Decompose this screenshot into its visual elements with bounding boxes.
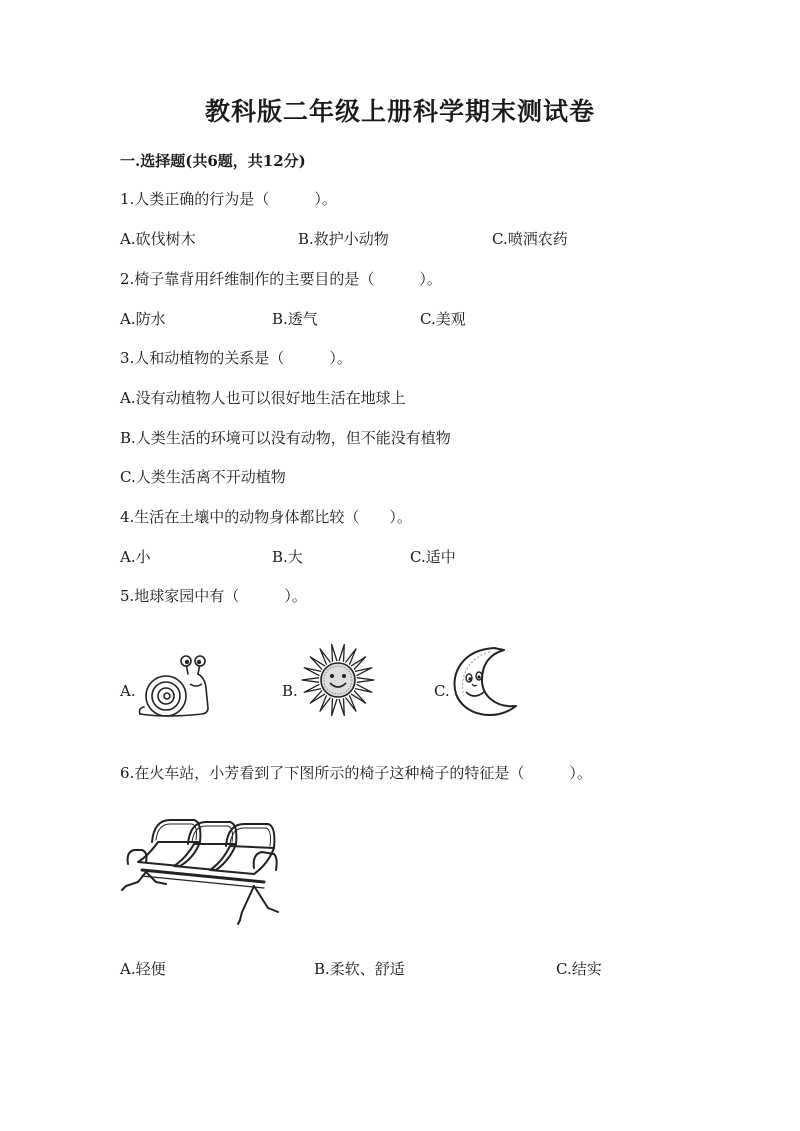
question-1-option-b[interactable]: B.救护小动物 [298,230,389,248]
sun-ray [304,668,321,676]
question-5-stem: 5.地球家园中有（ ）。 [120,587,307,605]
sun-ray [346,695,357,711]
question-1-option-a[interactable]: A.砍伐树木 [120,230,196,248]
sun-ray [339,698,344,715]
question-4-option-a[interactable]: A.小 [120,548,151,566]
sun-ray [332,645,337,662]
moon-icon [444,644,524,722]
question-2-option-c[interactable]: C.美观 [420,310,466,328]
question-6-option-b[interactable]: B.柔软、舒适 [314,960,405,978]
question-2-stem: 2.椅子靠背用纤维制作的主要目的是（ ）。 [120,270,442,288]
question-4-option-b[interactable]: B.大 [272,548,303,566]
question-3-stem: 3.人和动植物的关系是（ ）。 [120,349,352,367]
sun-ray [355,668,372,676]
question-6-option-c[interactable]: C.结实 [556,960,602,978]
sun-ray [346,649,357,665]
sun-ray [310,690,325,703]
sun-icon [298,640,378,720]
question-6-stem: 6.在火车站，小芳看到了下图所示的椅子这种椅子的特征是（ ）。 [120,764,592,782]
snail-icon [136,652,216,722]
question-5-option-b[interactable]: B. [282,682,298,700]
question-3-option-c[interactable]: C.人类生活离不开动植物 [120,468,286,486]
sun-ray [351,690,366,703]
question-5-option-c[interactable]: C. [434,682,450,700]
question-6-option-a[interactable]: A.轻便 [120,960,166,978]
sun-ray [339,645,344,662]
question-3-option-b[interactable]: B.人类生活的环境可以没有动物，但不能没有植物 [120,429,451,447]
sun-ray [320,649,331,665]
question-4-option-c[interactable]: C.适中 [410,548,456,566]
station-bench-icon [118,812,284,928]
question-2-option-b[interactable]: B.透气 [272,310,318,328]
sun-ray [351,657,366,670]
sun-ray [304,684,321,692]
question-1-option-c[interactable]: C.喷洒农药 [492,230,568,248]
question-1-stem: 1.人类正确的行为是（ ）。 [120,190,337,208]
sun-ray [302,678,319,683]
sun-ray [310,657,325,670]
question-3-option-a[interactable]: A.没有动植物人也可以很好地生活在地球上 [120,389,406,407]
sun-ray [357,678,374,683]
sun-ray [320,695,331,711]
question-2-option-a[interactable]: A.防水 [120,310,166,328]
question-4-stem: 4.生活在土壤中的动物身体都比较（ ）。 [120,508,412,526]
page-title: 教科版二年级上册科学期末测试卷 [204,97,595,126]
sun-ray [332,698,337,715]
section-heading: 一.选择题(共6题，共12分) [120,152,306,170]
question-5-option-a[interactable]: A. [120,682,136,700]
sun-ray [355,684,372,692]
